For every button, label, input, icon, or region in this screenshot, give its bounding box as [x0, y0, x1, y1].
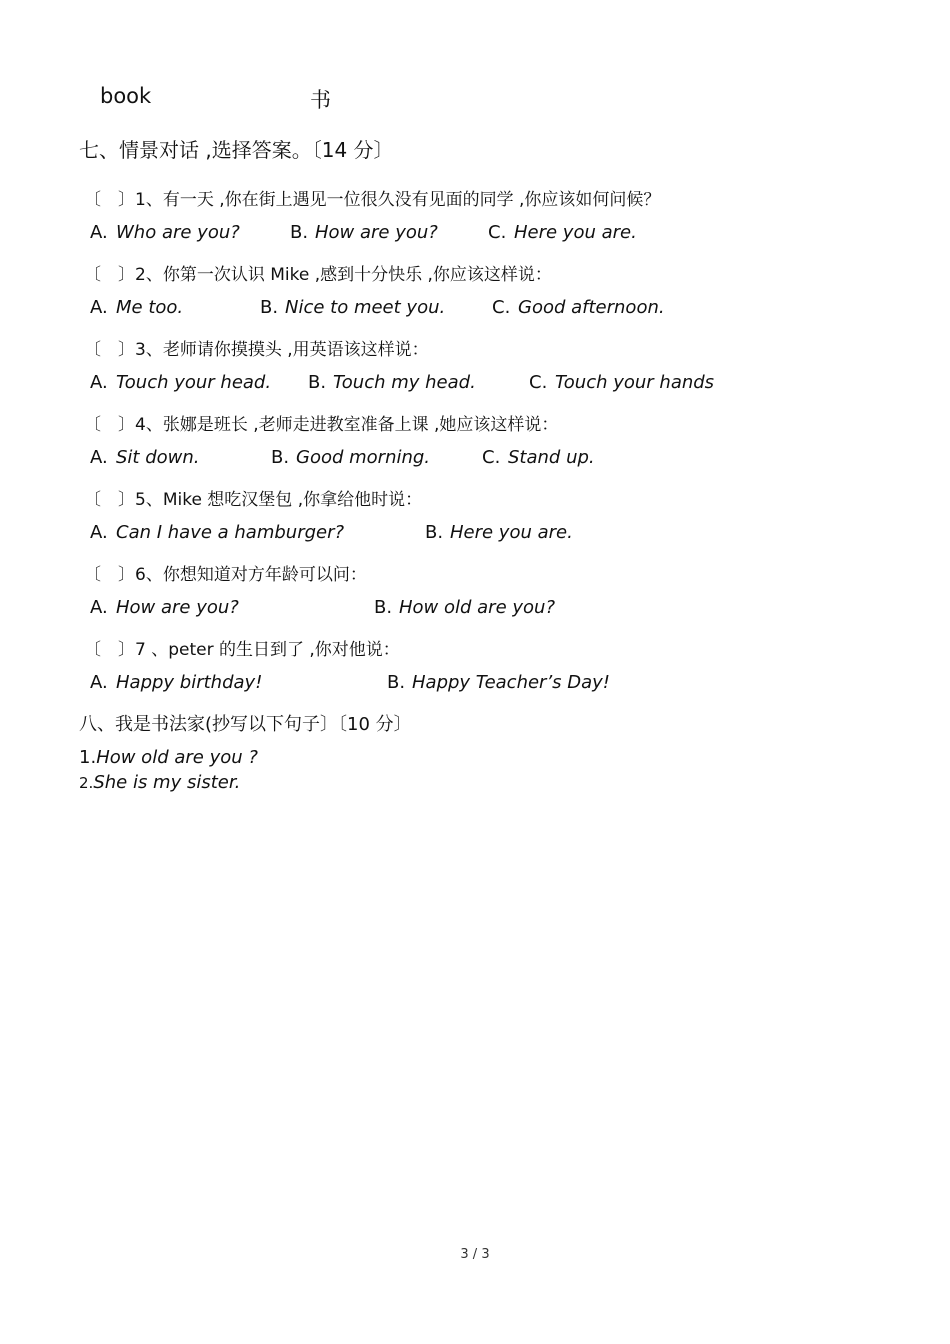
sentence-text: How old are you ? — [96, 747, 258, 768]
question-6: 〔 〕6、你想知道对方年龄可以问： — [84, 565, 367, 585]
question-5: 〔 〕5、Mike 想吃汉堡包 ,你拿给他时说： — [84, 490, 423, 510]
question-2: 〔 〕2、你第一次认识 Mike ,感到十分快乐 ,你应该这样说： — [84, 265, 552, 285]
sentence-number: 1. — [79, 747, 97, 768]
copy-sentence-2 — [79, 772, 240, 793]
copy-sentence-1 — [79, 747, 258, 768]
question-3: 〔 〕3、老师请你摸摸头 ,用英语该这样说： — [84, 340, 429, 360]
section-7-title: 七、情景对话 ,选择答案。〔14 分〕 — [79, 138, 394, 162]
sentence-text: She is my sister. — [93, 772, 241, 793]
question-7: 〔 〕7 、peter 的生日到了 ,你对他说： — [84, 640, 400, 660]
question-4: 〔 〕4、张娜是班长 ,老师走进教室准备上课 ,她应该这样说： — [84, 415, 559, 435]
vocab-meaning: 书 — [310, 88, 331, 112]
section-8-title: 八、我是书法家(抄写以下句子〕〔10 分〕 — [79, 714, 412, 735]
question-1: 〔 〕1、有一天 ,你在街上遇见一位很久没有见面的同学 ,你应该如何问候？ — [84, 190, 661, 210]
sentence-number: 2. — [79, 774, 94, 792]
vocab-word: book — [100, 84, 152, 108]
page-number: 3 / 3 — [460, 1247, 490, 1262]
